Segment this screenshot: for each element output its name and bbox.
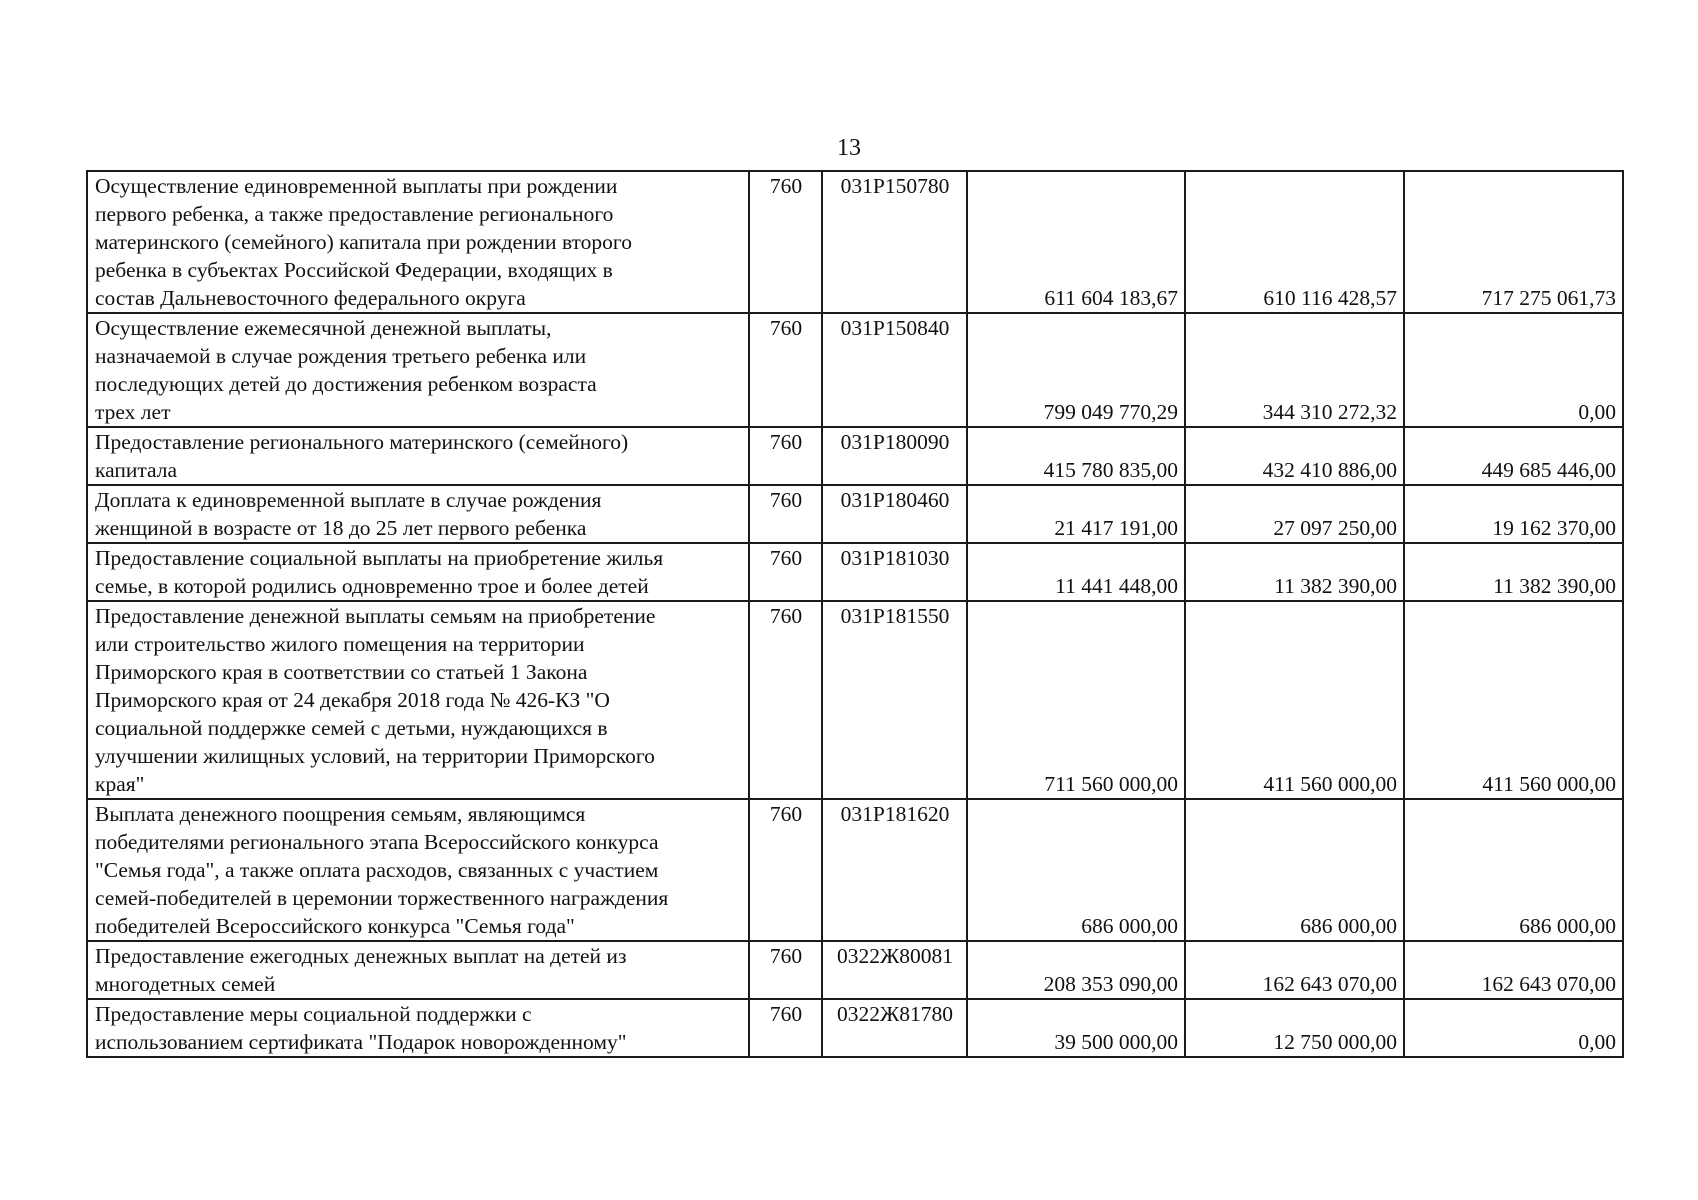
description-line: Осуществление ежемесячной денежной выплаты, [95, 316, 552, 340]
amount-year-2: 432 410 886,00 [1185, 427, 1404, 485]
expense-description [87, 171, 749, 313]
description-line: семей-победителей в церемонии торжественного награждения [95, 886, 669, 910]
expense-description [87, 601, 749, 799]
table-row [87, 941, 1623, 999]
description-line: последующих детей до достижения ребенком возраста [95, 372, 597, 396]
target-article-code: 031P180460 [822, 485, 967, 543]
description-line: Приморского края в соответствии со статьей 1 Закона [95, 660, 588, 684]
budget-table-body [87, 171, 1623, 1057]
description-line: Приморского края от 24 декабря 2018 года № 426-КЗ "О [95, 688, 610, 712]
table-row [87, 171, 1623, 313]
department-code: 760 [749, 171, 822, 313]
amount-year-3: 686 000,00 [1404, 799, 1623, 941]
table-row [87, 601, 1623, 799]
amount-year-3: 19 162 370,00 [1404, 485, 1623, 543]
description-line: "Семья года", а также оплата расходов, связанных с участием [95, 858, 659, 882]
expense-description [87, 427, 749, 485]
amount-year-1: 21 417 191,00 [967, 485, 1185, 543]
target-article-code: 031P181550 [822, 601, 967, 799]
amount-year-3: 11 382 390,00 [1404, 543, 1623, 601]
amount-year-1: 686 000,00 [967, 799, 1185, 941]
amount-year-2: 27 097 250,00 [1185, 485, 1404, 543]
department-code: 760 [749, 941, 822, 999]
amount-year-1: 711 560 000,00 [967, 601, 1185, 799]
amount-year-3: 162 643 070,00 [1404, 941, 1623, 999]
amount-year-2: 162 643 070,00 [1185, 941, 1404, 999]
department-code: 760 [749, 485, 822, 543]
expense-description [87, 999, 749, 1057]
description-line: Предоставление меры социальной поддержки с [95, 1002, 532, 1026]
target-article-code: 031P180090 [822, 427, 967, 485]
target-article-code: 031P181030 [822, 543, 967, 601]
table-row [87, 485, 1623, 543]
description-line: победителями регионального этапа Всероссийского конкурса [95, 830, 659, 854]
amount-year-2: 12 750 000,00 [1185, 999, 1404, 1057]
description-line: материнского (семейного) капитала при рождении второго [95, 230, 632, 254]
amount-year-1: 208 353 090,00 [967, 941, 1185, 999]
description-line: Доплата к единовременной выплате в случае рождения [95, 488, 602, 512]
amount-year-1: 415 780 835,00 [967, 427, 1185, 485]
target-article-code: 031P150840 [822, 313, 967, 427]
department-code: 760 [749, 799, 822, 941]
description-line: социальной поддержке семей с детьми, нуждающихся в [95, 716, 608, 740]
target-article-code: 031P181620 [822, 799, 967, 941]
description-line: Осуществление единовременной выплаты при рождении [95, 174, 618, 198]
target-article-code: 0322Ж81780 [822, 999, 967, 1057]
description-line: Предоставление регионального материнского (семейного) [95, 430, 629, 454]
description-line: капитала [95, 458, 178, 482]
description-line: многодетных семей [95, 972, 276, 996]
description-line: Предоставление ежегодных денежных выплат на детей из [95, 944, 627, 968]
amount-year-1: 11 441 448,00 [967, 543, 1185, 601]
expense-description [87, 799, 749, 941]
table-row [87, 543, 1623, 601]
description-line: ребенка в субъектах Российской Федерации, входящих в [95, 258, 613, 282]
amount-year-1: 611 604 183,67 [967, 171, 1185, 313]
description-line: семье, в которой родились одновременно трое и более детей [95, 574, 649, 598]
amount-year-3: 449 685 446,00 [1404, 427, 1623, 485]
target-article-code: 031P150780 [822, 171, 967, 313]
description-line: победителей Всероссийского конкурса "Семья года" [95, 914, 575, 938]
description-line: улучшении жилищных условий, на территории Приморского [95, 744, 655, 768]
department-code: 760 [749, 543, 822, 601]
expense-description [87, 313, 749, 427]
budget-table [86, 170, 1624, 1058]
description-line: трех лет [95, 400, 171, 424]
table-row [87, 427, 1623, 485]
description-line: использованием сертификата "Подарок новорожденному" [95, 1030, 627, 1054]
department-code: 760 [749, 427, 822, 485]
amount-year-2: 411 560 000,00 [1185, 601, 1404, 799]
page-number: 13 [837, 135, 861, 161]
department-code: 760 [749, 999, 822, 1057]
description-line: женщиной в возрасте от 18 до 25 лет первого ребенка [95, 516, 587, 540]
expense-description [87, 941, 749, 999]
table-row [87, 999, 1623, 1057]
description-line: Выплата денежного поощрения семьям, являющимся [95, 802, 586, 826]
target-article-code: 0322Ж80081 [822, 941, 967, 999]
description-line: края" [95, 772, 145, 796]
amount-year-2: 344 310 272,32 [1185, 313, 1404, 427]
amount-year-3: 717 275 061,73 [1404, 171, 1623, 313]
expense-description [87, 485, 749, 543]
amount-year-1: 799 049 770,29 [967, 313, 1185, 427]
description-line: Предоставление социальной выплаты на приобретение жилья [95, 546, 664, 570]
description-line: назначаемой в случае рождения третьего ребенка или [95, 344, 587, 368]
amount-year-2: 686 000,00 [1185, 799, 1404, 941]
department-code: 760 [749, 601, 822, 799]
table-row [87, 313, 1623, 427]
amount-year-2: 11 382 390,00 [1185, 543, 1404, 601]
department-code: 760 [749, 313, 822, 427]
amount-year-3: 411 560 000,00 [1404, 601, 1623, 799]
amount-year-3: 0,00 [1404, 313, 1623, 427]
description-line: состав Дальневосточного федерального округа [95, 286, 526, 310]
description-line: Предоставление денежной выплаты семьям на приобретение [95, 604, 656, 628]
amount-year-3: 0,00 [1404, 999, 1623, 1057]
expense-description [87, 543, 749, 601]
description-line: или строительство жилого помещения на территории [95, 632, 585, 656]
amount-year-1: 39 500 000,00 [967, 999, 1185, 1057]
description-line: первого ребенка, а также предоставление регионального [95, 202, 614, 226]
amount-year-2: 610 116 428,57 [1185, 171, 1404, 313]
table-row [87, 799, 1623, 941]
